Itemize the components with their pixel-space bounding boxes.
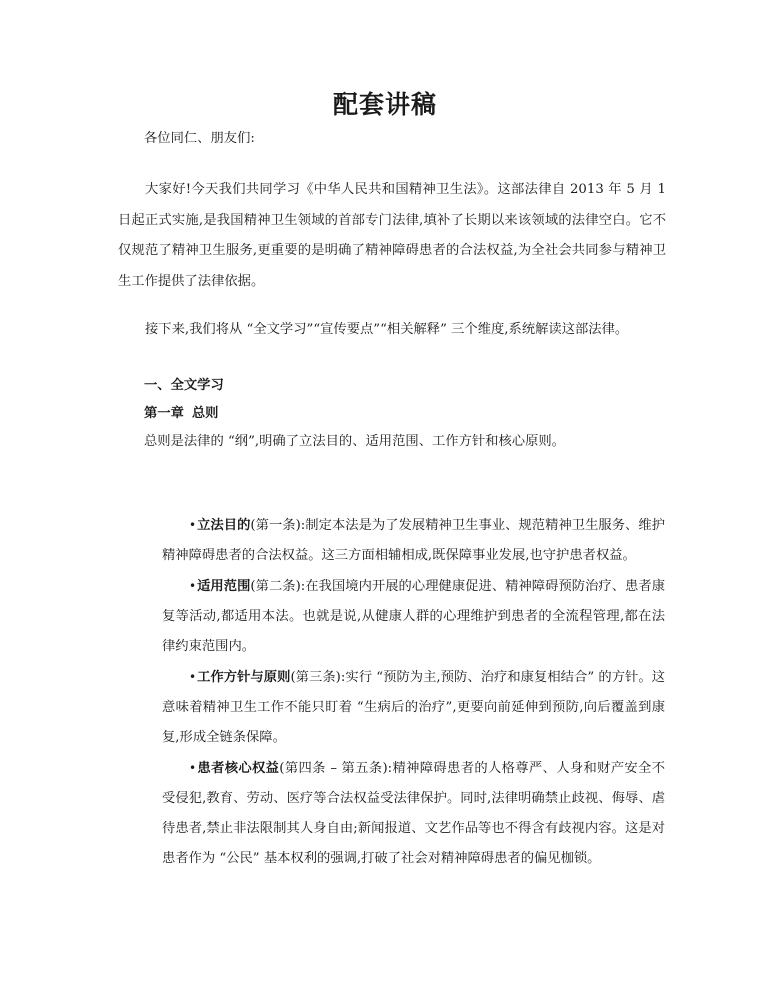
list-item xyxy=(162,753,665,874)
bullet-article: (第一条): xyxy=(250,518,306,533)
section-heading: 一、全文学习 xyxy=(144,378,224,393)
bullet-term: 工作方针与原则 xyxy=(197,670,291,685)
bullet-term: 立法目的 xyxy=(197,518,251,533)
bullet-dot-icon: • xyxy=(189,518,197,532)
bullet-article: (第二条): xyxy=(250,579,306,594)
bullet-dot-icon: • xyxy=(189,670,197,684)
page-title: 配套讲稿 xyxy=(332,90,437,119)
greeting: 各位同仁、朋友们: xyxy=(144,131,255,146)
list-item xyxy=(162,571,665,662)
bullet-text: 精神障碍患者的人格尊严、人身和财产安全不受侵犯,教育、劳动、医疗等合法权益受法律保护。同时,法律明确禁止歧视、侮辱、虐待患者,禁止非法限制其人身自由;新闻报道、文艺作品等也不得含有歧视内容。这是对患者作为 “公民” 基本权利的强调,打破了社会对精神障碍患者的偏见枷锁。 xyxy=(162,761,665,866)
bullet-text: 在我国境内开展的心理健康促进、精神障碍预防治疗、患者康复等活动,都适用本法。也就是说,从健康人群的心理维护到患者的全流程管理,都在法律约束范围内。 xyxy=(162,579,666,654)
intro-paragraph: 大家好!今天我们共同学习《中华人民共和国精神卫生法》。这部法律自 2013 年 5 月 1 日起正式实施,是我国精神卫生领域的首部专门法律,填补了长期以来该领域的法律空白。它不仅规范了精神卫生服务,更重要的是明确了精神障碍患者的合法权益,为全社会共同参与精神卫生工作提供了法律依据。 xyxy=(118,182,666,289)
overview-paragraph: 接下来,我们将从 “全文学习”“宣传要点”“相关解释” 三个维度,系统解读这部法律。 xyxy=(145,322,629,337)
bullet-text: 实行 “预防为主,预防、治疗和康复相结合” 的方针。这意味着精神卫生工作不能只盯着 “生病后的治疗”,更要向前延伸到预防,向后覆盖到康复,形成全链条保障。 xyxy=(162,670,666,745)
bullet-term: 适用范围 xyxy=(197,579,251,594)
bullet-dot-icon: • xyxy=(189,761,197,775)
bullet-article: (第四条 – 第五条): xyxy=(279,761,393,776)
bullet-text: 制定本法是为了发展精神卫生事业、规范精神卫生服务、维护精神障碍患者的合法权益。这三方面相辅相成,既保障事业发展,也守护患者权益。 xyxy=(162,518,666,563)
bullet-list xyxy=(162,510,665,874)
chapter-number: 第一章 xyxy=(144,406,184,421)
list-item xyxy=(162,510,665,571)
bullet-term: 患者核心权益 xyxy=(197,761,280,776)
bullet-article: (第三条): xyxy=(290,670,346,685)
chapter-title: 总则 xyxy=(191,406,219,421)
chapter-description: 总则是法律的 “纲”,明确了立法目的、适用范围、工作方针和核心原则。 xyxy=(144,434,565,449)
bullet-dot-icon: • xyxy=(189,579,197,593)
list-item xyxy=(162,662,665,753)
chapter-heading xyxy=(144,401,226,427)
